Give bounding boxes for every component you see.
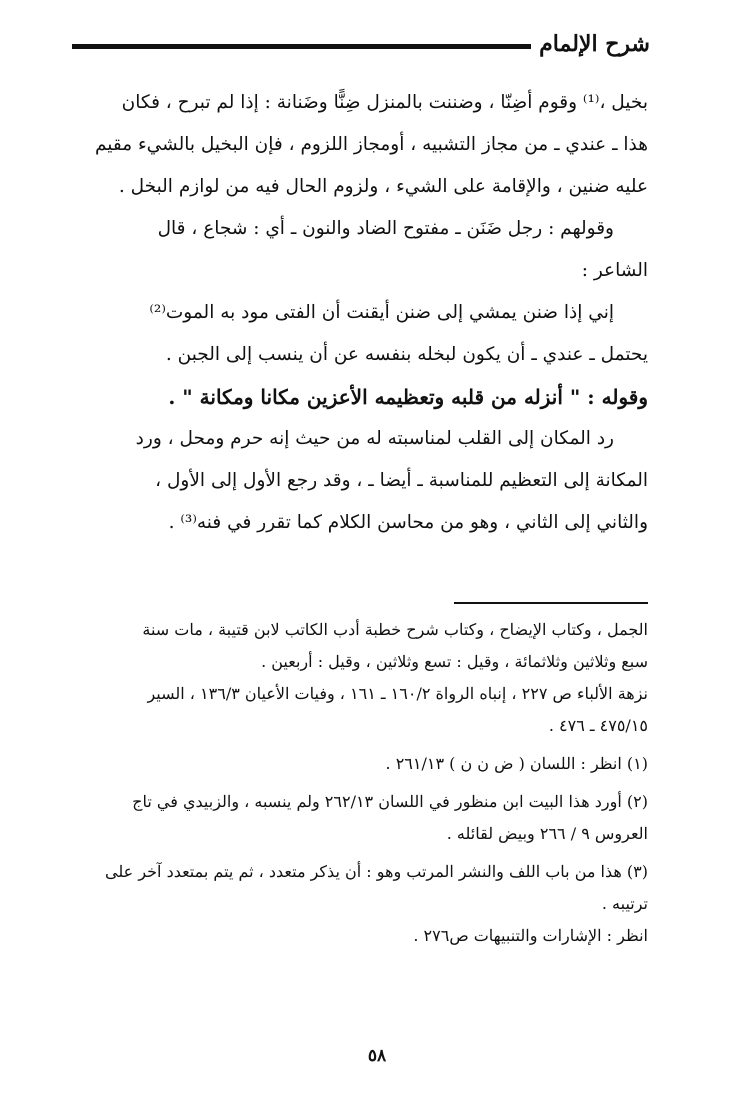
footnote-1: (١) انظر : اللسان ( ض ن ن ) ٢٦١/١٣ . xyxy=(385,754,648,773)
footnote-line: سبع وثلاثين وثلاثمائة ، وقيل : تسع وثلاثين ، وقيل : أربعين . xyxy=(261,652,648,671)
text-line: والثاني إلى الثاني ، وهو من محاسن الكلام كما تقرر في فنه⁽³⁾ . xyxy=(168,512,648,533)
text-line: عليه ضنين ، والإقامة على الشيء ، ولزوم الحال فيه من لوازم البخل . xyxy=(118,176,648,197)
footnotes xyxy=(74,614,648,952)
footnote-line: الجمل ، وكتاب الإيضاح ، وكتاب شرح خطبة أدب الكاتب لابن قتيبة ، مات سنة xyxy=(142,620,648,639)
text-line: الشاعر : xyxy=(581,260,648,281)
footnote-3-ref: انظر : الإشارات والتنبيهات ص٢٧٦ . xyxy=(413,926,648,945)
poem-verse: إني إذا ضنن يمشي إلى ضنن أيقنت أن الفتى مود به الموت⁽²⁾ xyxy=(149,302,614,323)
header-title: شرح الإلمام xyxy=(539,31,650,57)
running-header xyxy=(72,26,650,62)
footnote-3-cont: ترتيبه . xyxy=(601,894,648,913)
text-line: هذا ـ عندي ـ من مجاز التشبيه ، أومجاز اللزوم ، فإن البخيل بالشيء مقيم xyxy=(94,134,648,155)
text-line: يحتمل ـ عندي ـ أن يكون لبخله بنفسه عن أن ينسب إلى الجبن . xyxy=(165,344,648,365)
text-line: بخيل ،⁽¹⁾ وقوم أضِنّا ، وضننت بالمنزل ضِنًّا وضَنانة : إذا لم تبرح ، فكان xyxy=(121,92,648,113)
footnote-2: (٢) أورد هذا البيت ابن منظور في اللسان ٢٦٢/١٣ ولم ينسبه ، والزبيدي في تاج xyxy=(132,792,648,811)
quoted-heading: وقوله : " أنزله من قلبه وتعظيمه الأعزين مكانا ومكانة " . xyxy=(168,385,648,409)
footnote-line: نزهة الألباء ص ٢٢٧ ، إنباه الرواة ١٦٠/٢ ـ ١٦١ ، وفيات الأعيان ١٣٦/٣ ، السير xyxy=(147,684,648,703)
page-number: ٥٨ xyxy=(367,1046,387,1066)
footnote-3: (٣) هذا من باب اللف والنشر المرتب وهو : أن يذكر متعدد ، ثم يتم بمتعدد آخر على xyxy=(105,862,648,881)
main-text xyxy=(74,82,648,544)
footnote-line: ٤٧٥/١٥ ـ ٤٧٦ . xyxy=(548,716,648,735)
text-line: رد المكان إلى القلب لمناسبته له من حيث إنه حرم ومحل ، ورد xyxy=(135,428,614,449)
footnote-separator xyxy=(454,602,648,604)
text-line: وقولهم : رجل ضَنَن ـ مفتوح الضاد والنون ـ أي : شجاع ، قال xyxy=(157,218,614,239)
header-rule xyxy=(72,44,531,49)
text-line: المكانة إلى التعظيم للمناسبة ـ أيضا ـ ، وقد رجع الأول إلى الأول ، xyxy=(155,470,648,491)
footnote-2-cont: العروس ٩ / ٢٦٦ وبيض لقائله . xyxy=(446,824,648,843)
